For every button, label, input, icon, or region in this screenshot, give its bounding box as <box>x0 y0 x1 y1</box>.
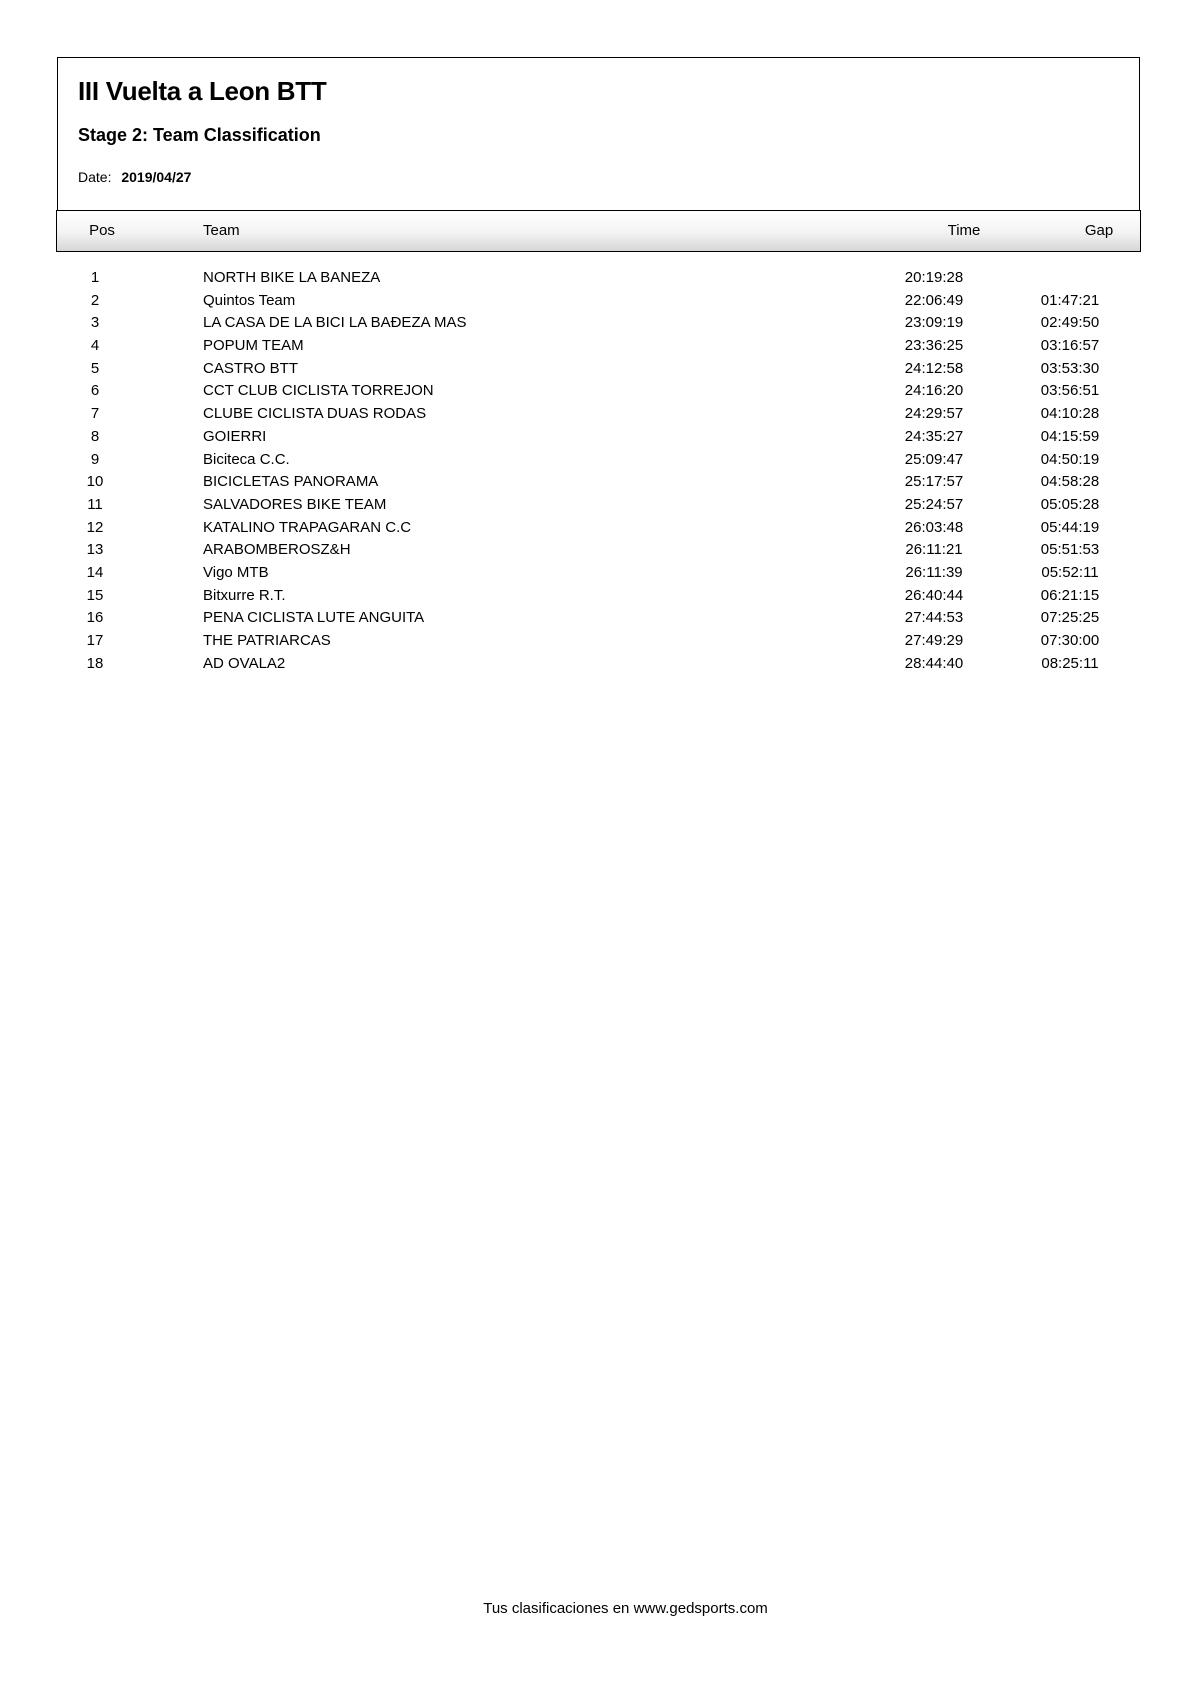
table-row <box>0 630 1199 653</box>
cell-team: CASTRO BTT <box>203 359 299 377</box>
date-line <box>78 169 191 185</box>
cell-gap: 05:52:11 <box>1041 563 1099 581</box>
table-row <box>0 403 1199 426</box>
table-row <box>0 267 1199 290</box>
cell-gap: 07:25:25 <box>1040 609 1100 627</box>
cell-time: 26:11:21 <box>905 541 963 559</box>
cell-pos: 18 <box>86 654 104 672</box>
cell-pos: 14 <box>86 563 104 581</box>
cell-pos: 12 <box>86 518 104 536</box>
table-row <box>0 539 1199 562</box>
cell-pos: 1 <box>90 269 100 286</box>
cell-team: BICICLETAS PANORAMA <box>203 473 379 491</box>
cell-time: 27:44:53 <box>904 609 964 627</box>
cell-time: 23:09:19 <box>904 314 964 332</box>
cell-pos: 15 <box>86 586 104 604</box>
cell-team: Vigo MTB <box>203 563 269 581</box>
table-row <box>0 312 1199 335</box>
cell-team: Biciteca C.C. <box>203 450 290 468</box>
cell-time: 24:16:20 <box>904 382 964 400</box>
cell-time: 23:36:25 <box>904 337 964 355</box>
table-header <box>56 210 1141 252</box>
page-subtitle: Stage 2: Team Classification <box>78 125 321 145</box>
cell-time: 22:06:49 <box>904 291 964 309</box>
cell-pos: 2 <box>90 291 100 309</box>
cell-team: ARABOMBEROSZ&H <box>203 541 351 559</box>
cell-pos: 9 <box>90 450 100 468</box>
cell-pos: 13 <box>86 541 104 559</box>
column-header-time: Time <box>947 222 981 239</box>
cell-time: 24:29:57 <box>904 405 964 423</box>
cell-gap: 04:10:28 <box>1040 405 1100 423</box>
cell-team: POPUM TEAM <box>203 337 304 355</box>
cell-team: CCT CLUB CICLISTA TORREJON <box>203 382 434 400</box>
cell-time: 26:11:39 <box>905 563 963 581</box>
cell-time: 28:44:40 <box>904 654 964 672</box>
table-row <box>0 562 1199 585</box>
table-row <box>0 335 1199 358</box>
table-row <box>0 358 1199 381</box>
cell-pos: 8 <box>90 427 100 445</box>
cell-gap: 04:15:59 <box>1040 427 1100 445</box>
cell-gap: 01:47:21 <box>1040 291 1100 309</box>
table-row <box>0 653 1199 676</box>
cell-team: CLUBE CICLISTA DUAS RODAS <box>203 405 427 423</box>
cell-gap: 07:30:00 <box>1040 632 1100 649</box>
cell-gap: 05:05:28 <box>1040 495 1100 513</box>
cell-time: 26:03:48 <box>904 518 964 536</box>
table-row <box>0 449 1199 472</box>
cell-time: 25:24:57 <box>904 495 964 513</box>
cell-gap: 06:21:15 <box>1040 586 1100 604</box>
cell-pos: 5 <box>90 359 100 377</box>
cell-team: NORTH BIKE LA BANEZA <box>203 269 381 286</box>
cell-team: LA CASA DE LA BICI LA BAÐEZA MAS <box>203 314 467 332</box>
cell-gap: 04:50:19 <box>1040 450 1100 468</box>
cell-team: THE PATRIARCAS <box>203 632 331 649</box>
table-row <box>0 494 1199 517</box>
table-row <box>0 585 1199 608</box>
cell-team: Bitxurre R.T. <box>203 586 286 604</box>
table-row <box>0 517 1199 540</box>
cell-pos: 6 <box>90 382 100 400</box>
column-header-team: Team <box>203 222 240 239</box>
cell-pos: 17 <box>86 632 104 649</box>
table-row <box>0 426 1199 449</box>
cell-time: 20:19:28 <box>904 269 964 286</box>
cell-gap: 05:44:19 <box>1040 518 1100 536</box>
date-label: Date: <box>78 169 112 185</box>
table-row <box>0 607 1199 630</box>
cell-team: Quintos Team <box>203 291 296 309</box>
cell-time: 24:12:58 <box>904 359 964 377</box>
document-header <box>57 57 1140 210</box>
date-value: 2019/04/27 <box>121 169 192 185</box>
classification-table <box>0 267 1199 675</box>
cell-gap: 05:51:53 <box>1040 541 1100 559</box>
cell-time: 25:17:57 <box>904 473 964 491</box>
cell-team: GOIERRI <box>203 427 267 445</box>
cell-pos: 7 <box>90 405 100 423</box>
cell-gap: 03:56:51 <box>1040 382 1100 400</box>
cell-time: 26:40:44 <box>904 586 964 604</box>
cell-pos: 4 <box>90 337 100 355</box>
column-header-pos: Pos <box>89 222 115 239</box>
cell-gap: 02:49:50 <box>1040 314 1100 332</box>
cell-pos: 3 <box>90 314 100 332</box>
cell-gap: 04:58:28 <box>1040 473 1100 491</box>
cell-time: 25:09:47 <box>904 450 964 468</box>
column-header-gap: Gap <box>1084 222 1114 239</box>
table-row <box>0 471 1199 494</box>
cell-gap: 08:25:11 <box>1041 654 1099 672</box>
cell-team: SALVADORES BIKE TEAM <box>203 495 387 513</box>
cell-pos: 10 <box>86 473 104 491</box>
table-row <box>0 380 1199 403</box>
cell-pos: 16 <box>86 609 104 627</box>
page-title: III Vuelta a Leon BTT <box>78 76 327 106</box>
table-row <box>0 290 1199 313</box>
cell-team: AD OVALA2 <box>203 654 286 672</box>
footer-text: Tus clasificaciones en www.gedsports.com <box>483 1600 768 1617</box>
cell-gap: 03:16:57 <box>1040 337 1100 355</box>
cell-time: 24:35:27 <box>904 427 964 445</box>
cell-team: KATALINO TRAPAGARAN C.C <box>203 518 412 536</box>
cell-pos: 11 <box>87 495 103 513</box>
cell-team: PENA CICLISTA LUTE ANGUITA <box>203 609 425 627</box>
cell-time: 27:49:29 <box>904 632 964 649</box>
cell-gap: 03:53:30 <box>1040 359 1100 377</box>
